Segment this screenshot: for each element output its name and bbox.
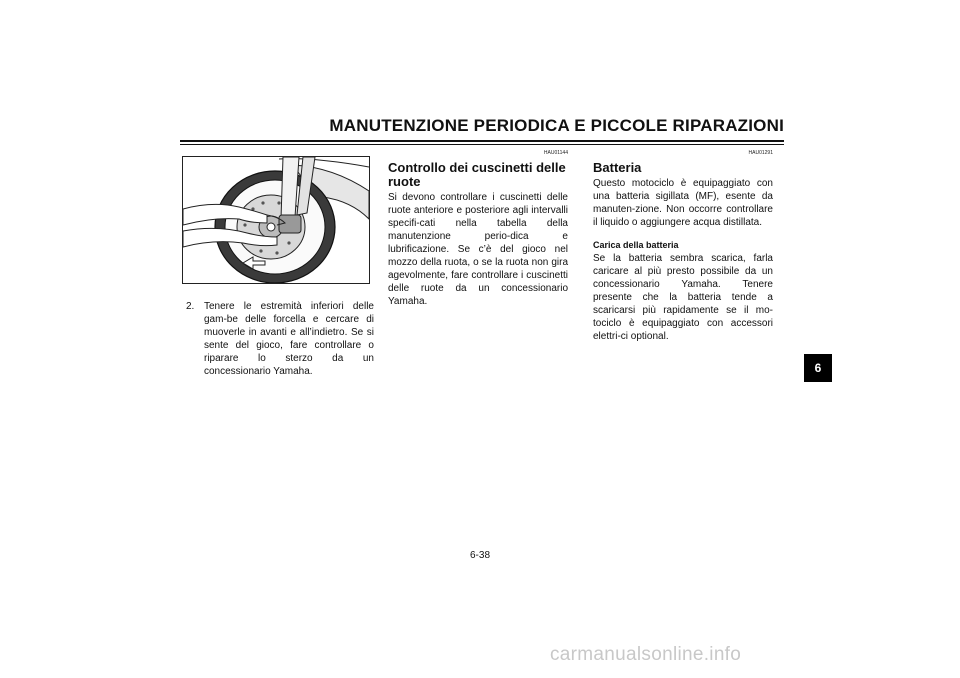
- section-tab: 6: [804, 354, 832, 382]
- page-number: 6-38: [469, 550, 490, 561]
- title-rule-thin: [180, 144, 784, 145]
- subsection-body: Se la batteria sembra scarica, farla caricare al più presto possibile da un concessionario Yamaha. Tenere presente che la batteria tende a scaricarsi più rapidamente se il mo-tociclo è equipaggiato con accessori elettri-ci optional.: [593, 253, 773, 342]
- wheel-illustration: [182, 156, 370, 284]
- step-2: [186, 300, 374, 378]
- page-title: MANUTENZIONE PERIODICA E PICCOLE RIPARAZIONI: [329, 116, 784, 135]
- battery-section: [593, 150, 773, 343]
- subsection-heading: Carica della batteria: [593, 240, 679, 250]
- reference-code: HAU01144: [543, 150, 568, 156]
- section-body: Si devono controllare i cuscinetti delle ruote anteriore e posteriore agli intervalli specifi-cati nella tabella della manutenzione perio-dica e lubrificazione. Se c’è del gioco nel mozzo della ruota, o se la ruota non gira agevolmente, fare controllare i cuscinetti delle ruote da un concessionario Yamaha.: [388, 192, 568, 307]
- watermark: carmanualsonline.info: [550, 644, 742, 665]
- step-number: 2.: [186, 301, 195, 312]
- wheel-bearings-section: [388, 150, 568, 308]
- section-heading: Controllo dei cuscinetti delle ruote: [388, 160, 566, 189]
- step-text: Tenere le estremità inferiori delle gam-be delle forcella e cercare di muoverle in avanti e all’indietro. Se si sente del gioco, fare controllare o riparare lo sterzo da un concessionario Yamaha.: [204, 301, 374, 377]
- reference-code: HAU01291: [748, 150, 773, 156]
- section-heading: Batteria: [593, 160, 642, 175]
- title-rule: [180, 140, 784, 142]
- section-body: Questo motociclo è equipaggiato con una batteria sigillata (MF), esente da manuten-zione. Non occorre controllare il liquido o aggiungere acqua distillata.: [593, 178, 773, 228]
